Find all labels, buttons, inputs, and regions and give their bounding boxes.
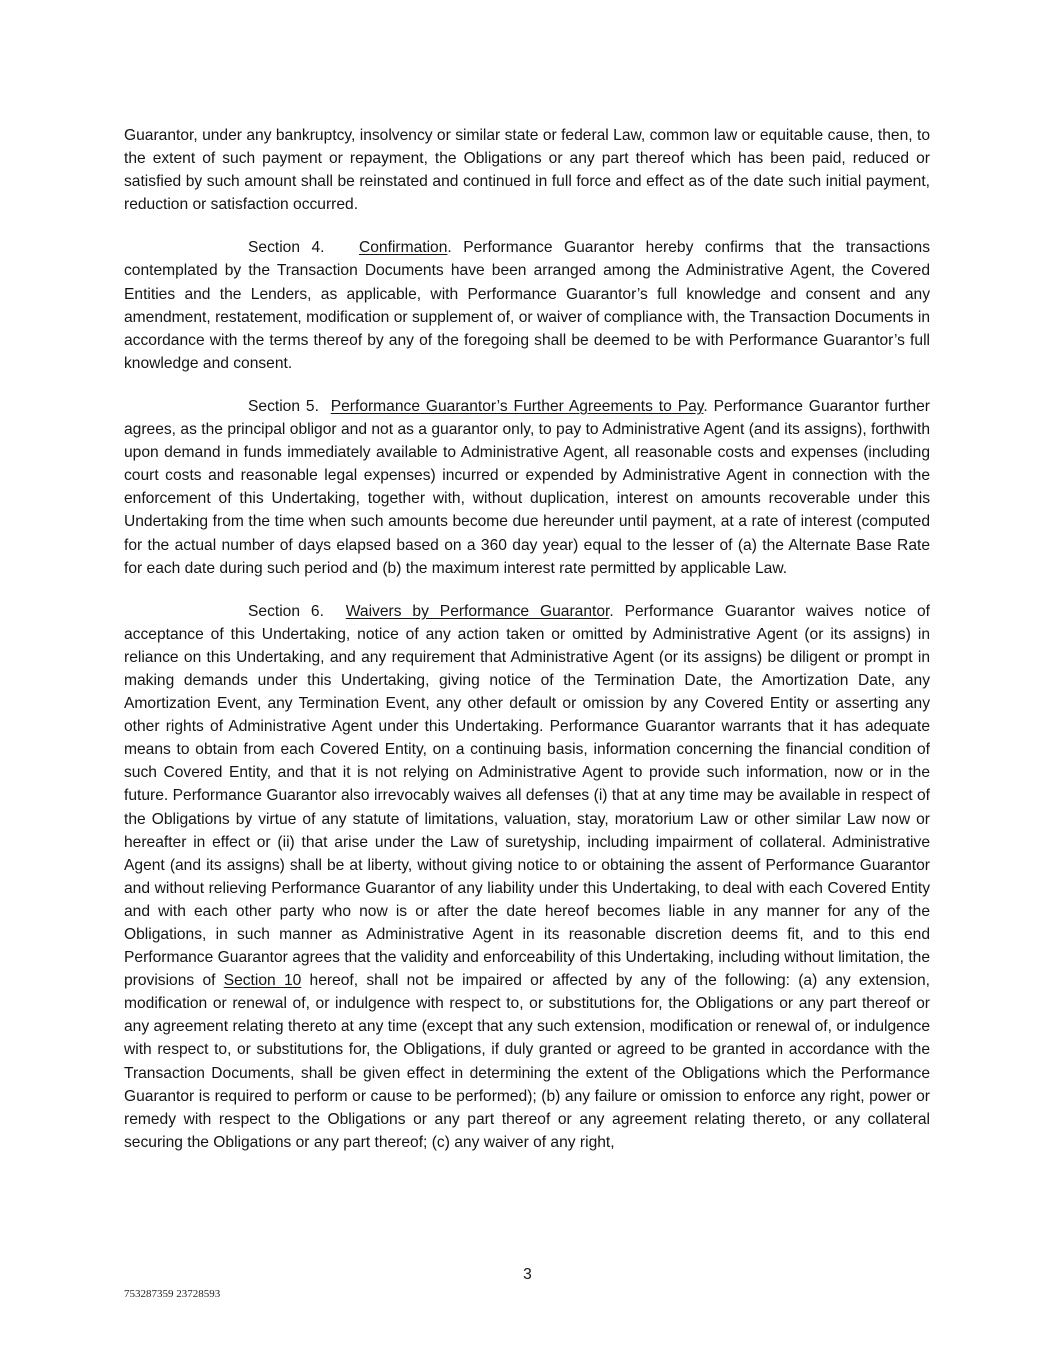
document-id: 753287359 23728593 [124,1288,221,1300]
section-4-body: . Performance Guarantor hereby confirms that the transactions contemplated by the Transaction Documents have been arranged among the Administrative Agent, the Covered Entities and the Lenders, as applicable, with Performance Guarantor’s full knowledge and consent and any amendment, restatement, modification or supplement of, or waiver of compliance with, the Transaction Documents in accordance with the terms thereof by any of the foregoing shall be deemed to be with Performance Guarantor’s full knowledge and consent. [124,239,931,372]
page-number: 3 [523,1266,532,1283]
continued-paragraph [124,124,930,216]
section-5-label: Section 5. [248,397,319,415]
paragraph-text: Guarantor, under any bankruptcy, insolvency or similar state or federal Law, common law or equitable cause, then, to the extent of such payment or repayment, the Obligations or any part thereof which has been paid, reduced or satisfied by such amount shall be reinstated and continued in full force and effect as of the date such initial payment, reduction or satisfaction occurred. [124,127,930,214]
section-5-heading: Performance Guarantor’s Further Agreements to Pay [330,397,704,415]
section-5-paragraph [124,395,930,580]
section-4-paragraph [124,236,930,375]
section-10-reference: Section 10 [223,972,302,990]
section-5-body: . Performance Guarantor further agrees, as the principal obligor and not as a guarantor only, to pay to Administrative Agent (and its assigns), forthwith upon demand in funds immediately available to Administrative Agent, all reasonable costs and expenses (including court costs and reasonable legal expenses) incurred or expended by Administrative Agent in connection with the enforcement of this Undertaking, together with, without duplication, interest on amounts recoverable under this Undertaking from the time when such amounts become due hereunder until payment, at a rate of interest (computed for the actual number of days elapsed based on a 360 day year) equal to the lesser of (a) the Alternate Base Rate for each date during such period and (b) the maximum interest rate permitted by applicable Law. [124,397,930,577]
section-6-heading: Waivers by Performance Guarantor [345,602,610,620]
section-6-label: Section 6. [248,602,324,620]
section-6-body-part-2: hereof, shall not be impaired or affected by any of the following: (a) any extension, modification or renewal of, or indulgence with respect to, or substitutions for, the Obligations or any part thereof or any agreement relating thereto at any time (except that any such extension, modification or renewal of, or indulgence with respect to, or substitutions for, the Obligations, if duly granted or agreed to be granted in accordance with the Transaction Documents, shall be given effect in determining the extent of the Obligations which the Performance Guarantor is required to perform or cause to be performed); (b) any failure or omission to enforce any right, power or remedy with respect to the Obligations or any part thereof or any agreement relating thereto, or any collateral securing the Obligations or any part thereof; (c) any waiver of any right, [124,972,930,1151]
section-6-body-part-1: . Performance Guarantor waives notice of acceptance of this Undertaking, notice of any action taken or omitted by Administrative Agent (or its assigns) in reliance on this Undertaking, and any requirement that Administrative Agent (or its assigns) be diligent or prompt in making demands under this Undertaking, giving notice of the Termination Date, the Amortization Date, any Amortization Event, any Termination Event, any other default or omission by any Covered Entity or asserting any other rights of Administrative Agent under this Undertaking. Performance Guarantor warrants that it has adequate means to obtain from each Covered Entity, on a continuing basis, information concerning the financial condition of such Covered Entity, and that it is not relying on Administrative Agent to provide such information, now or in the future. Performance Guarantor also irrevocably waives all defenses (i) that at any time may be available in respect of the Obligations by virtue of any statute of limitations, valuation, stay, moratorium Law or other similar Law now or hereafter in effect or (ii) that arise under the Law of suretyship, including impairment of collateral. Administrative Agent (and its assigns) shall be at liberty, without giving notice to or obtaining the assent of Performance Guarantor and without relieving Performance Guarantor of any liability under this Undertaking, to deal with each Covered Entity and with each other party who now is or after the date hereof becomes liable in any manner for any of the Obligations, in such manner as Administrative Agent in its reasonable discretion deems fit, and to this end Performance Guarantor agrees that the validity and enforceability of this Undertaking, including without limitation, the provisions of [124,602,930,990]
document-body [124,124,930,1174]
section-6-paragraph [124,600,930,1154]
section-4-label: Section 4. [248,239,325,257]
section-4-heading: Confirmation [359,239,448,257]
